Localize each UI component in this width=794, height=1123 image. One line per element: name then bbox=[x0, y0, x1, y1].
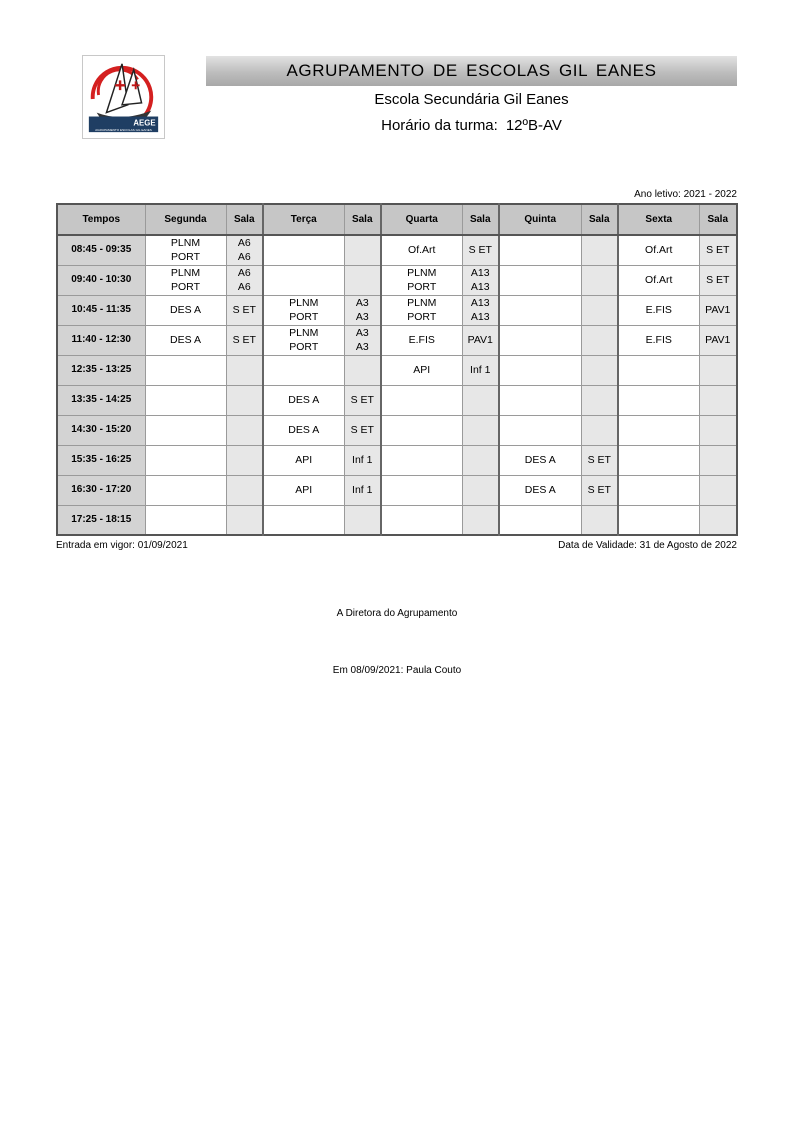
subject-cell bbox=[263, 475, 344, 505]
subject-text: PLNM bbox=[407, 297, 437, 309]
room-cell bbox=[344, 505, 381, 535]
subject-cell bbox=[145, 325, 226, 355]
room-text: S ET bbox=[350, 424, 374, 436]
subject-text: DES A bbox=[288, 424, 320, 436]
subject-text: DES A bbox=[170, 334, 201, 346]
room-cell bbox=[462, 415, 499, 445]
school-year: Ano letivo: 2021 - 2022 bbox=[634, 189, 737, 200]
subject-cell bbox=[499, 385, 581, 415]
room-cell bbox=[226, 235, 263, 265]
room-text: A13 bbox=[470, 297, 490, 309]
room-text: S ET bbox=[468, 244, 492, 257]
subject-cell bbox=[499, 355, 581, 385]
room-cell bbox=[462, 355, 499, 385]
subject-text: Of.Art bbox=[408, 244, 436, 257]
column-header-tempos: Tempos bbox=[57, 204, 145, 235]
timetable-header-row bbox=[57, 204, 737, 235]
room-cell bbox=[699, 235, 737, 265]
timetable bbox=[56, 203, 738, 536]
svg-text:AEGE: AEGE bbox=[133, 118, 156, 128]
room-text: S ET bbox=[587, 454, 611, 466]
subject-cell bbox=[499, 235, 581, 265]
subject-cell bbox=[263, 505, 344, 535]
room-cell bbox=[462, 505, 499, 535]
room-text: PAV1 bbox=[705, 304, 731, 316]
time-slot: 11:40 - 12:30 bbox=[57, 325, 145, 355]
room-cell bbox=[699, 265, 737, 295]
time-slot: 09:40 - 10:30 bbox=[57, 265, 145, 295]
subject-cell bbox=[263, 295, 344, 325]
subject-cell bbox=[618, 415, 699, 445]
room-cell bbox=[344, 415, 381, 445]
table-row bbox=[57, 355, 737, 385]
room-text: A6 bbox=[237, 281, 251, 293]
room-text: Inf 1 bbox=[470, 364, 491, 376]
subject-text: API bbox=[413, 364, 431, 376]
column-header-sala: Sala bbox=[699, 204, 737, 235]
subject-cell bbox=[499, 265, 581, 295]
subject-cell bbox=[381, 295, 462, 325]
room-cell bbox=[226, 325, 263, 355]
column-header-sala: Sala bbox=[226, 204, 263, 235]
subject-cell bbox=[499, 445, 581, 475]
time-slot: 08:45 - 09:35 bbox=[57, 235, 145, 265]
subject-cell bbox=[263, 265, 344, 295]
column-header-quarta: Quarta bbox=[381, 204, 462, 235]
svg-text:AGRUPAMENTO ESCOLAS GIL EANES: AGRUPAMENTO ESCOLAS GIL EANES bbox=[95, 128, 152, 133]
room-text: S ET bbox=[350, 394, 374, 406]
subject-text: PORT bbox=[407, 281, 437, 293]
timetable-body bbox=[57, 235, 737, 535]
room-text: A6 bbox=[237, 237, 251, 250]
room-cell bbox=[699, 415, 737, 445]
room-cell bbox=[462, 475, 499, 505]
column-header-sexta: Sexta bbox=[618, 204, 699, 235]
column-header-segunda: Segunda bbox=[145, 204, 226, 235]
room-text: Inf 1 bbox=[352, 484, 373, 496]
subject-cell bbox=[263, 235, 344, 265]
subject-cell bbox=[381, 445, 462, 475]
time-slot: 10:45 - 11:35 bbox=[57, 295, 145, 325]
subject-text: E.FIS bbox=[408, 334, 435, 346]
room-cell bbox=[581, 505, 618, 535]
table-row bbox=[57, 475, 737, 505]
subject-cell bbox=[499, 505, 581, 535]
subject-cell bbox=[263, 355, 344, 385]
column-header-sala: Sala bbox=[344, 204, 381, 235]
subject-cell bbox=[381, 415, 462, 445]
room-text: A13 bbox=[470, 281, 490, 293]
room-cell bbox=[581, 355, 618, 385]
subject-cell bbox=[145, 445, 226, 475]
column-header-sala: Sala bbox=[581, 204, 618, 235]
room-cell bbox=[699, 385, 737, 415]
time-slot: 12:35 - 13:25 bbox=[57, 355, 145, 385]
effective-date: Entrada em vigor: 01/09/2021 bbox=[56, 540, 188, 551]
table-row bbox=[57, 295, 737, 325]
room-text: S ET bbox=[587, 484, 611, 496]
subject-cell bbox=[499, 295, 581, 325]
subject-text: PLNM bbox=[170, 237, 201, 250]
director-title: A Diretora do Agrupamento bbox=[336, 608, 458, 619]
room-text: S ET bbox=[706, 274, 730, 286]
subject-cell bbox=[618, 265, 699, 295]
subject-text: E.FIS bbox=[645, 304, 672, 316]
table-row bbox=[57, 325, 737, 355]
subject-text: Of.Art bbox=[645, 244, 673, 257]
subject-text: PLNM bbox=[289, 327, 319, 339]
room-text: A3 bbox=[355, 311, 369, 323]
room-cell bbox=[226, 385, 263, 415]
room-cell bbox=[344, 385, 381, 415]
column-header-sala: Sala bbox=[462, 204, 499, 235]
room-cell bbox=[581, 445, 618, 475]
subject-text: DES A bbox=[524, 484, 556, 496]
table-row bbox=[57, 415, 737, 445]
subject-text: PLNM bbox=[407, 267, 437, 279]
room-cell bbox=[226, 445, 263, 475]
room-cell bbox=[699, 445, 737, 475]
room-cell bbox=[344, 475, 381, 505]
caravel-logo-icon bbox=[83, 56, 164, 138]
subject-cell bbox=[381, 385, 462, 415]
subject-cell bbox=[263, 325, 344, 355]
room-cell bbox=[699, 325, 737, 355]
room-text: A13 bbox=[470, 311, 490, 323]
room-cell bbox=[344, 355, 381, 385]
room-cell bbox=[462, 295, 499, 325]
class-label: Horário da turma: bbox=[381, 117, 498, 134]
subject-text: DES A bbox=[288, 394, 320, 406]
room-text: PAV1 bbox=[705, 334, 731, 346]
room-cell bbox=[344, 295, 381, 325]
subject-cell bbox=[618, 355, 699, 385]
subject-text: API bbox=[295, 454, 313, 466]
subject-cell bbox=[263, 385, 344, 415]
subject-cell bbox=[145, 475, 226, 505]
class-heading bbox=[206, 117, 737, 134]
subject-text: PORT bbox=[289, 341, 319, 353]
class-value: 12ºB-AV bbox=[505, 117, 562, 134]
subject-text: PORT bbox=[171, 251, 200, 264]
page-title: AGRUPAMENTO DE ESCOLAS GIL EANES bbox=[206, 56, 737, 86]
subject-cell bbox=[618, 235, 699, 265]
subject-text: PLNM bbox=[170, 267, 201, 279]
room-text: S ET bbox=[232, 304, 256, 316]
time-slot: 14:30 - 15:20 bbox=[57, 415, 145, 445]
room-text: A6 bbox=[237, 251, 251, 264]
room-cell bbox=[581, 325, 618, 355]
subject-cell bbox=[381, 505, 462, 535]
subject-text: API bbox=[295, 484, 313, 496]
column-header-terca: Terça bbox=[263, 204, 344, 235]
room-text: PAV1 bbox=[467, 334, 493, 346]
subject-text: PORT bbox=[407, 311, 437, 323]
subject-cell bbox=[381, 265, 462, 295]
subject-cell bbox=[499, 415, 581, 445]
room-cell bbox=[581, 385, 618, 415]
table-row bbox=[57, 265, 737, 295]
subject-text: PLNM bbox=[289, 297, 319, 309]
room-text: A3 bbox=[355, 297, 369, 309]
time-slot: 16:30 - 17:20 bbox=[57, 475, 145, 505]
room-text: A13 bbox=[470, 267, 490, 279]
room-cell bbox=[226, 295, 263, 325]
room-cell bbox=[226, 505, 263, 535]
room-text: A6 bbox=[237, 267, 251, 279]
subject-text: E.FIS bbox=[645, 334, 672, 346]
subject-text: DES A bbox=[524, 454, 556, 466]
room-text: S ET bbox=[706, 244, 730, 257]
subject-cell bbox=[145, 415, 226, 445]
room-cell bbox=[226, 355, 263, 385]
subject-text: DES A bbox=[170, 304, 201, 316]
room-text: A3 bbox=[355, 341, 369, 353]
signature-line: Em 08/09/2021: Paula Couto bbox=[332, 665, 462, 676]
room-cell bbox=[344, 235, 381, 265]
table-row bbox=[57, 385, 737, 415]
time-slot: 15:35 - 16:25 bbox=[57, 445, 145, 475]
validity-date: Data de Validade: 31 de Agosto de 2022 bbox=[558, 540, 737, 551]
subject-cell bbox=[618, 295, 699, 325]
subject-cell bbox=[618, 445, 699, 475]
school-name: Escola Secundária Gil Eanes bbox=[374, 91, 569, 108]
subject-cell bbox=[145, 385, 226, 415]
subject-cell bbox=[381, 325, 462, 355]
subject-cell bbox=[618, 475, 699, 505]
subject-text: Of.Art bbox=[645, 274, 673, 286]
subject-cell bbox=[145, 355, 226, 385]
room-cell bbox=[699, 355, 737, 385]
room-cell bbox=[581, 415, 618, 445]
subject-cell bbox=[381, 355, 462, 385]
table-row bbox=[57, 505, 737, 535]
table-row bbox=[57, 445, 737, 475]
room-text: S ET bbox=[232, 334, 256, 346]
subject-cell bbox=[263, 445, 344, 475]
room-cell bbox=[462, 385, 499, 415]
time-slot: 17:25 - 18:15 bbox=[57, 505, 145, 535]
room-cell bbox=[226, 475, 263, 505]
room-cell bbox=[226, 265, 263, 295]
room-cell bbox=[699, 475, 737, 505]
room-cell bbox=[344, 265, 381, 295]
subject-text: PORT bbox=[171, 281, 200, 293]
room-cell bbox=[581, 295, 618, 325]
room-cell bbox=[462, 445, 499, 475]
room-cell bbox=[344, 445, 381, 475]
room-cell bbox=[226, 415, 263, 445]
room-cell bbox=[581, 475, 618, 505]
subject-cell bbox=[499, 475, 581, 505]
school-logo bbox=[82, 55, 165, 139]
room-cell bbox=[344, 325, 381, 355]
subject-cell bbox=[145, 265, 226, 295]
room-cell bbox=[699, 505, 737, 535]
subject-cell bbox=[499, 325, 581, 355]
room-text: Inf 1 bbox=[352, 454, 373, 466]
subject-cell bbox=[618, 505, 699, 535]
subject-text: PORT bbox=[289, 311, 319, 323]
subject-cell bbox=[381, 235, 462, 265]
room-cell bbox=[462, 265, 499, 295]
room-cell bbox=[581, 235, 618, 265]
subject-cell bbox=[381, 475, 462, 505]
subject-cell bbox=[618, 385, 699, 415]
column-header-quinta: Quinta bbox=[499, 204, 581, 235]
subject-cell bbox=[145, 235, 226, 265]
room-text: A3 bbox=[355, 327, 369, 339]
subject-cell bbox=[145, 505, 226, 535]
room-cell bbox=[581, 265, 618, 295]
subject-cell bbox=[145, 295, 226, 325]
time-slot: 13:35 - 14:25 bbox=[57, 385, 145, 415]
room-cell bbox=[462, 235, 499, 265]
subject-cell bbox=[263, 415, 344, 445]
subject-cell bbox=[618, 325, 699, 355]
room-cell bbox=[462, 325, 499, 355]
room-cell bbox=[699, 295, 737, 325]
table-row bbox=[57, 235, 737, 265]
